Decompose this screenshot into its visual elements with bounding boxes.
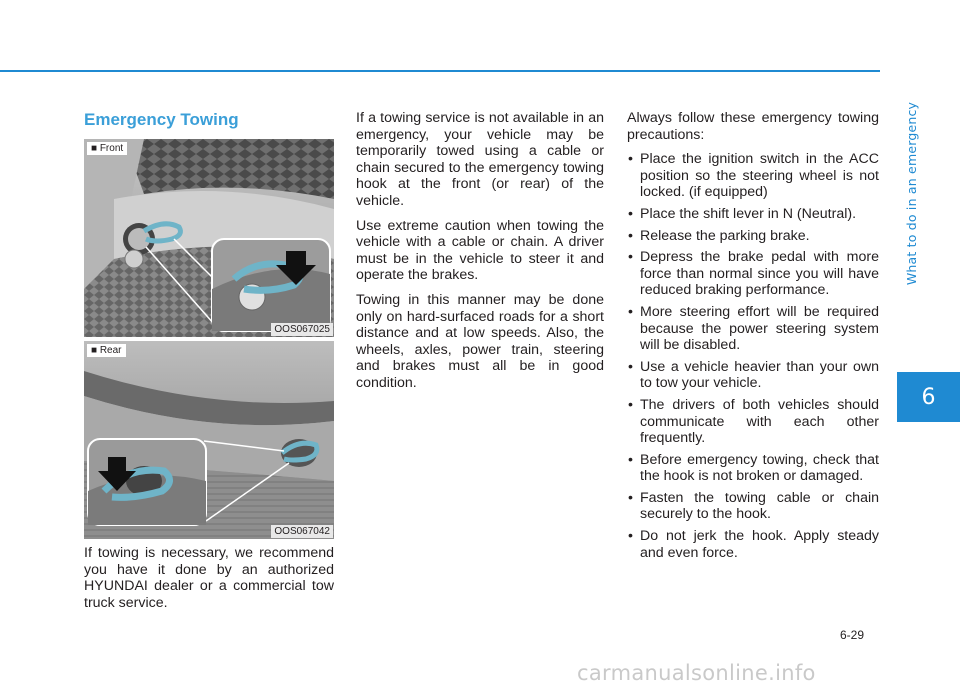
list-item: • Release the parking brake. bbox=[628, 227, 810, 244]
paragraph-towing-service: If a towing service is not available in an emergency, your vehicle may be temporarily towed using a cable or chain secured to the emergency towing hook at the front (or rear) of the vehicle. bbox=[356, 110, 604, 209]
column-3 bbox=[627, 110, 879, 566]
list-item: • Do not jerk the hook. Apply steady and even force. bbox=[628, 528, 879, 561]
front-tow-hook-figure bbox=[84, 139, 334, 337]
section-title: What to do in an emergency bbox=[904, 101, 920, 285]
list-item: • Use a vehicle heavier than your own to tow your vehicle. bbox=[628, 358, 879, 392]
front-bumper-illustration bbox=[84, 139, 334, 337]
list-item: • Fasten the towing cable or chain securely to the hook. bbox=[628, 489, 879, 523]
rear-tow-hook-figure bbox=[84, 341, 334, 539]
top-rule bbox=[0, 70, 880, 72]
watermark: carmanualsonline.info bbox=[577, 661, 816, 685]
section-side-label bbox=[902, 28, 922, 358]
precautions-list bbox=[627, 151, 879, 561]
front-figure-label: ■ Front bbox=[87, 142, 127, 155]
precautions-intro: Always follow these emergency towing precautions: bbox=[627, 110, 879, 143]
rear-bumper-illustration bbox=[84, 341, 334, 539]
page-number: 6-29 bbox=[840, 628, 865, 642]
list-item: • Place the shift lever in N (Neutral). bbox=[628, 205, 857, 222]
rear-figure-code: OOS067042 bbox=[271, 525, 333, 538]
front-figure-code: OOS067025 bbox=[271, 323, 333, 336]
list-item: • The drivers of both vehicles should communicate with each other frequently. bbox=[628, 396, 879, 447]
paragraph-caution: Use extreme caution when towing the vehicle with a cable or chain. A driver must be in the vehicle to steer it and operate the brakes. bbox=[356, 217, 604, 284]
list-item: • More steering effort will be required because the power steering system will be disabled. bbox=[628, 303, 879, 354]
page-heading: Emergency Towing bbox=[84, 110, 239, 129]
rear-figure-label: ■ Rear bbox=[87, 344, 126, 357]
recommendation-paragraph: If towing is necessary, we recommend you have it done by an authorized HYUNDAI dealer or a commercial tow truck service. bbox=[84, 545, 334, 611]
list-item: • Before emergency towing, check that the hook is not broken or damaged. bbox=[628, 451, 879, 485]
column-1-text bbox=[84, 545, 334, 619]
column-2 bbox=[356, 110, 604, 400]
paragraph-road-conditions: Towing in this manner may be done only on hard-surfaced roads for a short distance and at low speeds. Also, the wheels, axles, power train, steering and brakes must all be in good condition. bbox=[356, 291, 604, 391]
list-item: • Depress the brake pedal with more force than normal since you will have reduced braking performance. bbox=[628, 249, 879, 299]
list-item: • Place the ignition switch in the ACC position so the steering wheel is not locked. (if equipped) bbox=[628, 151, 879, 201]
chapter-tab[interactable]: 6 bbox=[897, 372, 960, 422]
